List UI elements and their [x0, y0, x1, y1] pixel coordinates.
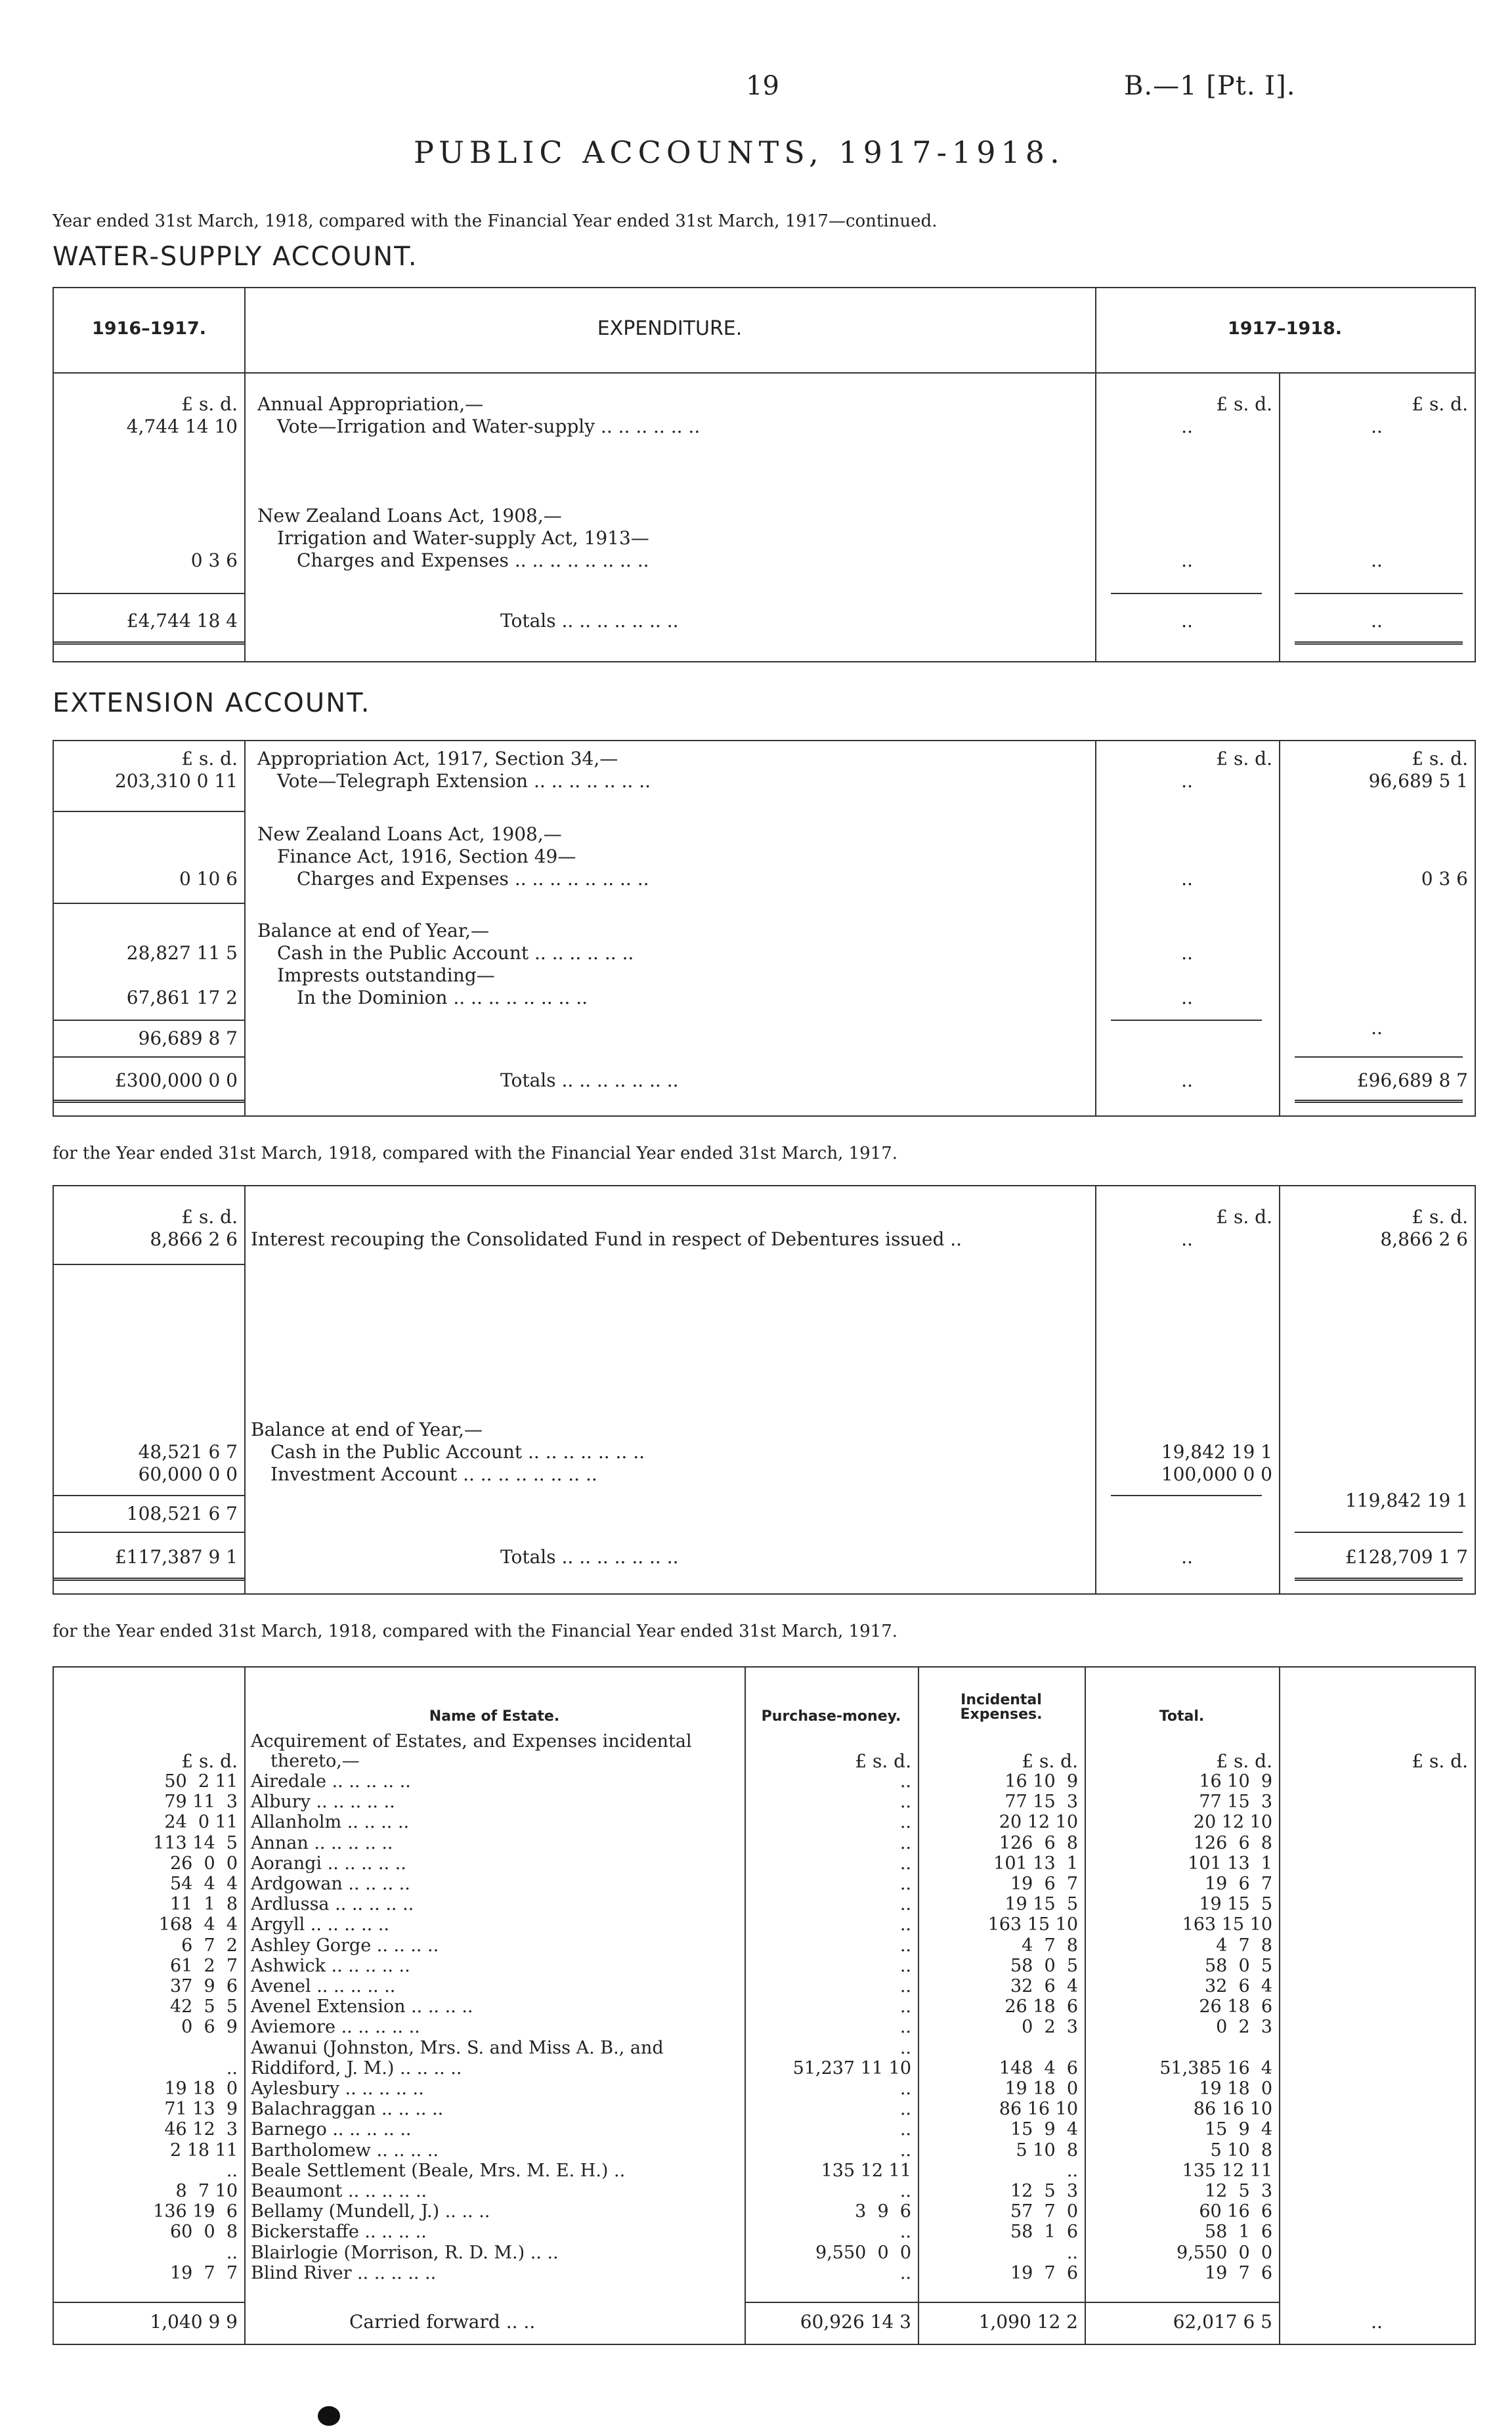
- estate-incidental-expenses: 19 18 0: [1004, 2079, 1078, 2099]
- lsd-header: £ s. d.: [855, 1750, 911, 1772]
- estate-name: Ashwick .. .. .. .. ..: [251, 1955, 410, 1976]
- estate-purchase-money: 135 12 11: [821, 2160, 911, 2181]
- item-label: Charges and Expenses .. .. .. .. .. .. .. ..: [297, 549, 649, 571]
- col-header-incidental: Expenses.: [960, 1706, 1043, 1723]
- estate-incidental-expenses: 16 10 9: [1004, 1771, 1078, 1792]
- lsd-header: £ s. d.: [1216, 1206, 1272, 1228]
- row-rule: [54, 1264, 244, 1265]
- estate-incidental-expenses: 163 15 10: [987, 1914, 1078, 1935]
- double-rule: [1295, 1578, 1463, 1581]
- estate-name: Blind River .. .. .. .. ..: [251, 2262, 437, 2283]
- lsd-header: £ s. d.: [1022, 1750, 1078, 1772]
- section-heading: thereto,—: [270, 1751, 360, 1771]
- page-number: 19: [746, 71, 779, 101]
- estate-incidental-expenses: 86 16 10: [999, 2099, 1078, 2120]
- estate-purchase-money: ..: [899, 1771, 911, 1792]
- estate-total: 19 6 7: [1204, 1874, 1272, 1894]
- amount-1916: 60,000 0 0: [138, 1463, 238, 1485]
- item-label: Cash in the Public Account .. .. .. .. .. .. ..: [270, 1441, 645, 1463]
- estate-total: 12 5 3: [1204, 2181, 1272, 2201]
- extension-heading: EXTENSION ACCOUNT.: [53, 688, 371, 718]
- estate-amount-1916: 136 19 6: [153, 2201, 238, 2222]
- item-label: Balance at end of Year,—: [257, 920, 490, 941]
- estate-incidental-expenses: 148 4 6: [999, 2058, 1078, 2079]
- estate-incidental-expenses: 101 13 1: [993, 1853, 1078, 1874]
- item-label: In the Dominion .. .. .. .. .. .. .. ..: [297, 987, 588, 1008]
- estate-incidental-expenses: 19 7 6: [1010, 2262, 1078, 2283]
- estate-name: Avenel Extension .. .. .. ..: [251, 1996, 473, 2017]
- dots: ..: [1181, 1546, 1193, 1568]
- estate-purchase-money: 9,550 0 0: [815, 2242, 911, 2263]
- amount-1917: 0 3 6: [1421, 868, 1468, 890]
- estate-name: Aviemore .. .. .. .. ..: [251, 2017, 420, 2038]
- estate-incidental-expenses: 57 7 0: [1010, 2201, 1078, 2222]
- double-rule: [54, 1100, 244, 1103]
- estate-purchase-money: ..: [899, 1792, 911, 1813]
- amount-1917: 96,689 5 1: [1368, 770, 1468, 792]
- total-1916: £4,744 18 4: [126, 610, 238, 632]
- estate-purchase-money: ..: [899, 2262, 911, 2283]
- estate-amount-1916: 24 0 11: [164, 1812, 238, 1833]
- estate-purchase-money: ..: [899, 2037, 911, 2058]
- total-rule: [54, 1532, 244, 1533]
- item-label: Charges and Expenses .. .. .. .. .. .. .. ..: [297, 868, 649, 890]
- lsd-header: £ s. d.: [1216, 1750, 1272, 1772]
- estate-total: 15 9 4: [1204, 2119, 1272, 2140]
- dots: ..: [1181, 1228, 1193, 1250]
- row-rule: [54, 1020, 244, 1021]
- item-label: Balance at end of Year,—: [251, 1419, 483, 1440]
- estate-incidental-expenses: 32 6 4: [1010, 1976, 1078, 1996]
- estate-amount-1916: 71 13 9: [164, 2099, 238, 2120]
- estate-total: 86 16 10: [1193, 2099, 1272, 2120]
- estate-amount-1916: 37 9 6: [169, 1976, 238, 1996]
- estate-purchase-money: ..: [899, 1914, 911, 1935]
- estate-total: 20 12 10: [1193, 1812, 1272, 1833]
- estate-total: 26 18 6: [1199, 1996, 1272, 2017]
- total-rule: [1111, 593, 1262, 594]
- dots: ..: [1371, 610, 1383, 632]
- estate-incidental-expenses: 26 18 6: [1004, 1996, 1078, 2017]
- total-1916: £117,387 9 1: [114, 1546, 238, 1568]
- dots: ..: [1181, 610, 1193, 632]
- estate-total: 32 6 4: [1204, 1976, 1272, 1996]
- estate-name: Beale Settlement (Beale, Mrs. M. E. H.) ..: [251, 2160, 626, 2181]
- total-rule: [745, 2302, 918, 2303]
- lsd-header: £ s. d.: [181, 1206, 238, 1228]
- totals-label: Totals .. .. .. .. .. .. ..: [500, 610, 679, 632]
- estate-amount-1916: 168 4 4: [158, 1914, 238, 1935]
- dots: ..: [1181, 416, 1193, 437]
- lsd-header: £ s. d.: [181, 748, 238, 769]
- estate-amount-1916: 60 0 8: [169, 2222, 238, 2243]
- estate-name: Ardgowan .. .. .. ..: [251, 1874, 410, 1894]
- col-header-expenditure: EXPENDITURE.: [597, 317, 743, 340]
- total-rule: [54, 593, 244, 594]
- amount-1916: 48,521 6 7: [138, 1441, 238, 1463]
- estate-total: 58 0 5: [1204, 1955, 1272, 1976]
- row-rule: [54, 811, 244, 812]
- amount-mid: 100,000 0 0: [1161, 1463, 1272, 1485]
- estate-total: 19 7 6: [1204, 2262, 1272, 2283]
- item-label: Appropriation Act, 1917, Section 34,—: [257, 748, 618, 769]
- amount-mid: 19,842 19 1: [1161, 1441, 1272, 1463]
- estate-amount-1916: 2 18 11: [169, 2140, 238, 2161]
- estate-amount-1916: 6 7 2: [181, 1935, 238, 1956]
- item-label: Irrigation and Water-supply Act, 1913—: [277, 527, 649, 549]
- estate-total: 4 7 8: [1216, 1935, 1272, 1956]
- page-subtitle: Year ended 31st March, 1918, compared with the Financial Year ended 31st March, 1917—continued.: [53, 211, 938, 231]
- estate-name: Blairlogie (Morrison, R. D. M.) .. ..: [251, 2242, 559, 2263]
- lsd-header: £ s. d.: [1412, 393, 1468, 415]
- total-rule: [54, 2302, 244, 2303]
- amount-1916: 0 3 6: [190, 549, 238, 571]
- total-rule: [1295, 1056, 1463, 1058]
- estate-incidental-expenses: 20 12 10: [999, 1812, 1078, 1833]
- estate-total: 19 15 5: [1199, 1894, 1272, 1915]
- water-supply-heading: WATER-SUPPLY ACCOUNT.: [53, 242, 418, 272]
- carried-forward-purchase: 60,926 14 3: [800, 2311, 911, 2333]
- lsd-header: £ s. d.: [1412, 748, 1468, 769]
- item-label: Imprests outstanding—: [277, 964, 495, 986]
- estate-purchase-money: ..: [899, 2079, 911, 2099]
- estate-name: Riddiford, J. M.) .. .. .. ..: [251, 2058, 462, 2079]
- estate-amount-1916: 26 0 0: [169, 1853, 238, 1874]
- amount-1916: 96,689 8 7: [138, 1027, 238, 1049]
- estate-purchase-money: ..: [899, 1976, 911, 1996]
- header-rule: [54, 372, 1475, 374]
- estate-total: 0 2 3: [1216, 2017, 1272, 2038]
- column-divider: [1095, 741, 1096, 1115]
- estate-incidental-expenses: 126 6 8: [999, 1832, 1078, 1853]
- estate-amount-1916: 0 6 9: [181, 2017, 238, 2038]
- row-rule: [54, 903, 244, 904]
- lsd-header: £ s. d.: [181, 1750, 238, 1772]
- item-label: Vote—Irrigation and Water-supply .. .. .. .. .. ..: [277, 416, 701, 437]
- row-rule: [1111, 1020, 1262, 1021]
- estate-purchase-money: ..: [899, 2140, 911, 2161]
- total-1917: £96,689 8 7: [1356, 1069, 1468, 1091]
- amount-1916: 0 10 6: [179, 868, 238, 890]
- estate-incidental-expenses: 19 15 5: [1004, 1894, 1078, 1915]
- col-header-name: Name of Estate.: [429, 1708, 560, 1725]
- amount-1916: 8,866 2 6: [150, 1228, 238, 1250]
- item-label: Annual Appropriation,—: [257, 393, 484, 415]
- estate-total: 101 13 1: [1188, 1853, 1272, 1874]
- estate-purchase-money: ..: [899, 1832, 911, 1853]
- column-divider: [1279, 741, 1280, 1115]
- estate-total: 126 6 8: [1193, 1832, 1272, 1853]
- estate-name: Bellamy (Mundell, J.) .. .. ..: [251, 2201, 490, 2222]
- double-rule: [54, 641, 244, 645]
- estate-amount-1916: 61 2 7: [169, 1955, 238, 1976]
- estate-incidental-expenses: 0 2 3: [1022, 2017, 1078, 2038]
- estate-amount-1916: 42 5 5: [169, 1996, 238, 2017]
- total-rule: [1295, 1532, 1463, 1533]
- estate-incidental-expenses: 58 0 5: [1010, 1955, 1078, 1976]
- column-divider: [244, 741, 246, 1115]
- carried-forward-incidental: 1,090 12 2: [978, 2311, 1078, 2333]
- col-header-1917: 1917–1918.: [1227, 318, 1343, 339]
- total-rule: [918, 2302, 1085, 2303]
- totals-label: Totals .. .. .. .. .. .. ..: [500, 1069, 679, 1091]
- estate-total: 58 1 6: [1204, 2222, 1272, 2243]
- item-label: New Zealand Loans Act, 1908,—: [257, 505, 562, 527]
- lsd-header: £ s. d.: [1216, 748, 1272, 769]
- estate-total: 16 10 9: [1199, 1771, 1272, 1792]
- estate-incidental-expenses: ..: [1066, 2160, 1078, 2181]
- dots: ..: [1181, 868, 1193, 890]
- estate-total: 19 18 0: [1199, 2079, 1272, 2099]
- section-heading: Acquirement of Estates, and Expenses incidental: [251, 1731, 692, 1752]
- estate-purchase-money: ..: [899, 1996, 911, 2017]
- estate-amount-1916: 19 7 7: [169, 2262, 238, 2283]
- ink-blot: [318, 2406, 340, 2426]
- estate-name: Awanui (Johnston, Mrs. S. and Miss A. B., and: [251, 2037, 664, 2058]
- estate-amount-1916: 79 11 3: [164, 1792, 238, 1813]
- estate-name: Argyll .. .. .. .. ..: [251, 1914, 389, 1935]
- amount-1916: 4,744 14 10: [126, 416, 238, 437]
- estate-name: Aorangi .. .. .. .. ..: [251, 1853, 406, 1874]
- estate-amount-1916: 8 7 10: [175, 2181, 238, 2201]
- dots: ..: [1371, 549, 1383, 571]
- section-caption: for the Year ended 31st March, 1918, compared with the Financial Year ended 31st March, 1917.: [53, 1144, 898, 1163]
- dots: ..: [1181, 942, 1193, 964]
- amount-1916: 28,827 11 5: [126, 942, 238, 964]
- column-divider: [244, 288, 246, 661]
- estate-amount-1916: 46 12 3: [164, 2119, 238, 2140]
- estate-name: Airedale .. .. .. .. ..: [251, 1771, 411, 1792]
- estate-incidental-expenses: 5 10 8: [1016, 2140, 1078, 2161]
- estate-total: 5 10 8: [1210, 2140, 1272, 2161]
- estate-purchase-money: ..: [899, 1935, 911, 1956]
- lsd-header: £ s. d.: [1412, 1750, 1468, 1772]
- estate-name: Ashley Gorge .. .. .. ..: [251, 1935, 439, 1956]
- estate-name: Annan .. .. .. .. ..: [251, 1832, 393, 1853]
- estate-name: Ardlussa .. .. .. .. ..: [251, 1894, 414, 1915]
- column-divider: [244, 1668, 246, 2344]
- total-rule: [1085, 2302, 1279, 2303]
- estate-name: Avenel .. .. .. .. ..: [251, 1976, 396, 1996]
- estate-total: 77 15 3: [1199, 1792, 1272, 1813]
- estate-incidental-expenses: 4 7 8: [1022, 1935, 1078, 1956]
- dots: ..: [1181, 1069, 1193, 1091]
- estate-purchase-money: 3 9 6: [855, 2201, 911, 2222]
- dots: ..: [1181, 770, 1193, 792]
- estate-amount-1916: ..: [226, 2242, 238, 2263]
- estate-name: Beaumont .. .. .. .. ..: [251, 2181, 427, 2201]
- estate-purchase-money: ..: [899, 2099, 911, 2120]
- estate-incidental-expenses: 15 9 4: [1010, 2119, 1078, 2140]
- section-caption: for the Year ended 31st March, 1918, compared with the Financial Year ended 31st March, 1917.: [53, 1622, 898, 1641]
- estate-amount-1916: ..: [226, 2058, 238, 2079]
- dots: ..: [1371, 416, 1383, 437]
- amount-1916: 203,310 0 11: [114, 770, 238, 792]
- totals-label: Totals .. .. .. .. .. .. ..: [500, 1546, 679, 1568]
- extension-table: [53, 740, 1476, 1117]
- carried-forward-1917: ..: [1371, 2311, 1383, 2333]
- estate-name: Balachraggan .. .. .. ..: [251, 2099, 444, 2120]
- estate-amount-1916: 113 14 5: [153, 1832, 238, 1853]
- item-label: New Zealand Loans Act, 1908,—: [257, 823, 562, 845]
- dots: ..: [1181, 987, 1193, 1008]
- estate-name: Albury .. .. .. .. ..: [251, 1792, 395, 1813]
- estate-purchase-money: ..: [899, 2181, 911, 2201]
- estate-name: Bickerstaffe .. .. .. ..: [251, 2222, 427, 2243]
- estate-purchase-money: ..: [899, 2222, 911, 2243]
- double-rule: [1295, 1100, 1463, 1103]
- estate-purchase-money: ..: [899, 1955, 911, 1976]
- carried-forward-total: 62,017 6 5: [1173, 2311, 1272, 2333]
- estate-purchase-money: ..: [899, 2119, 911, 2140]
- lsd-header: £ s. d.: [1412, 1206, 1468, 1228]
- estate-amount-1916: 19 18 0: [164, 2079, 238, 2099]
- estate-incidental-expenses: ..: [1066, 2242, 1078, 2263]
- page-title: PUBLIC ACCOUNTS, 1917-1918.: [414, 135, 1065, 170]
- dots: ..: [1371, 1017, 1383, 1039]
- estates-table: [53, 1666, 1476, 2345]
- estate-purchase-money: ..: [899, 1894, 911, 1915]
- estate-name: Bartholomew .. .. .. ..: [251, 2140, 439, 2161]
- col-header-1916: 1916–1917.: [91, 318, 207, 339]
- item-label: Cash in the Public Account .. .. .. .. .. ..: [277, 942, 634, 964]
- col-header-incidental: Incidental: [961, 1692, 1042, 1708]
- col-header-total: Total.: [1159, 1708, 1205, 1725]
- estate-total: 163 15 10: [1182, 1914, 1272, 1935]
- lsd-header: £ s. d.: [1216, 393, 1272, 415]
- double-rule: [54, 1578, 244, 1581]
- estate-amount-1916: 11 1 8: [169, 1894, 238, 1915]
- estate-amount-1916: ..: [226, 2160, 238, 2181]
- estate-purchase-money: ..: [899, 2017, 911, 2038]
- carried-forward-1916: 1,040 9 9: [150, 2311, 238, 2333]
- estate-total: 60 16 6: [1199, 2201, 1272, 2222]
- estate-total: 9,550 0 0: [1177, 2242, 1272, 2263]
- estate-name: Aylesbury .. .. .. .. ..: [251, 2079, 424, 2099]
- col-header-purchase: Purchase-money.: [761, 1708, 901, 1725]
- item-label: Vote—Telegraph Extension .. .. .. .. .. .. ..: [277, 770, 651, 792]
- estate-incidental-expenses: 19 6 7: [1010, 1874, 1078, 1894]
- water-supply-table: [53, 287, 1476, 662]
- estate-amount-1916: 54 4 4: [169, 1874, 238, 1894]
- column-divider: [1095, 288, 1096, 661]
- estate-purchase-money: 51,237 11 10: [792, 2058, 911, 2079]
- amount-1916: 67,861 17 2: [126, 987, 238, 1008]
- dots: ..: [1181, 549, 1193, 571]
- estate-amount-1916: 50 2 11: [164, 1771, 238, 1792]
- debentures-table: [53, 1185, 1476, 1595]
- amount-1916: 108,521 6 7: [126, 1503, 238, 1524]
- estate-purchase-money: ..: [899, 1853, 911, 1874]
- estate-purchase-money: ..: [899, 1812, 911, 1833]
- lsd-header: £ s. d.: [181, 393, 238, 415]
- item-label: Finance Act, 1916, Section 49—: [277, 846, 576, 867]
- double-rule: [1295, 641, 1463, 645]
- estate-name: Allanholm .. .. .. ..: [251, 1812, 410, 1833]
- item-label: Investment Account .. .. .. .. .. .. .. ..: [270, 1463, 597, 1485]
- item-label: Interest recouping the Consolidated Fund in respect of Debentures issued ..: [251, 1228, 962, 1250]
- estate-total: 51,385 16 4: [1159, 2058, 1272, 2079]
- column-divider: [244, 1186, 246, 1593]
- total-1917: £128,709 1 7: [1345, 1546, 1468, 1568]
- row-rule: [1111, 1495, 1262, 1496]
- estate-incidental-expenses: 58 1 6: [1010, 2222, 1078, 2243]
- total-rule: [1295, 593, 1463, 594]
- estate-purchase-money: ..: [899, 1874, 911, 1894]
- estate-incidental-expenses: 77 15 3: [1004, 1792, 1078, 1813]
- total-1916: £300,000 0 0: [114, 1069, 238, 1091]
- page-reference: B.—1 [Pt. I].: [1124, 71, 1296, 101]
- estate-total: 135 12 11: [1182, 2160, 1272, 2181]
- estate-incidental-expenses: 12 5 3: [1010, 2181, 1078, 2201]
- estate-name: Barnego .. .. .. .. ..: [251, 2119, 412, 2140]
- amount-1917: 119,842 19 1: [1345, 1490, 1468, 1511]
- row-rule: [54, 1495, 244, 1496]
- total-rule: [54, 1056, 244, 1058]
- amount-1917: 8,866 2 6: [1380, 1228, 1468, 1250]
- carried-forward-label: Carried forward .. ..: [349, 2311, 536, 2333]
